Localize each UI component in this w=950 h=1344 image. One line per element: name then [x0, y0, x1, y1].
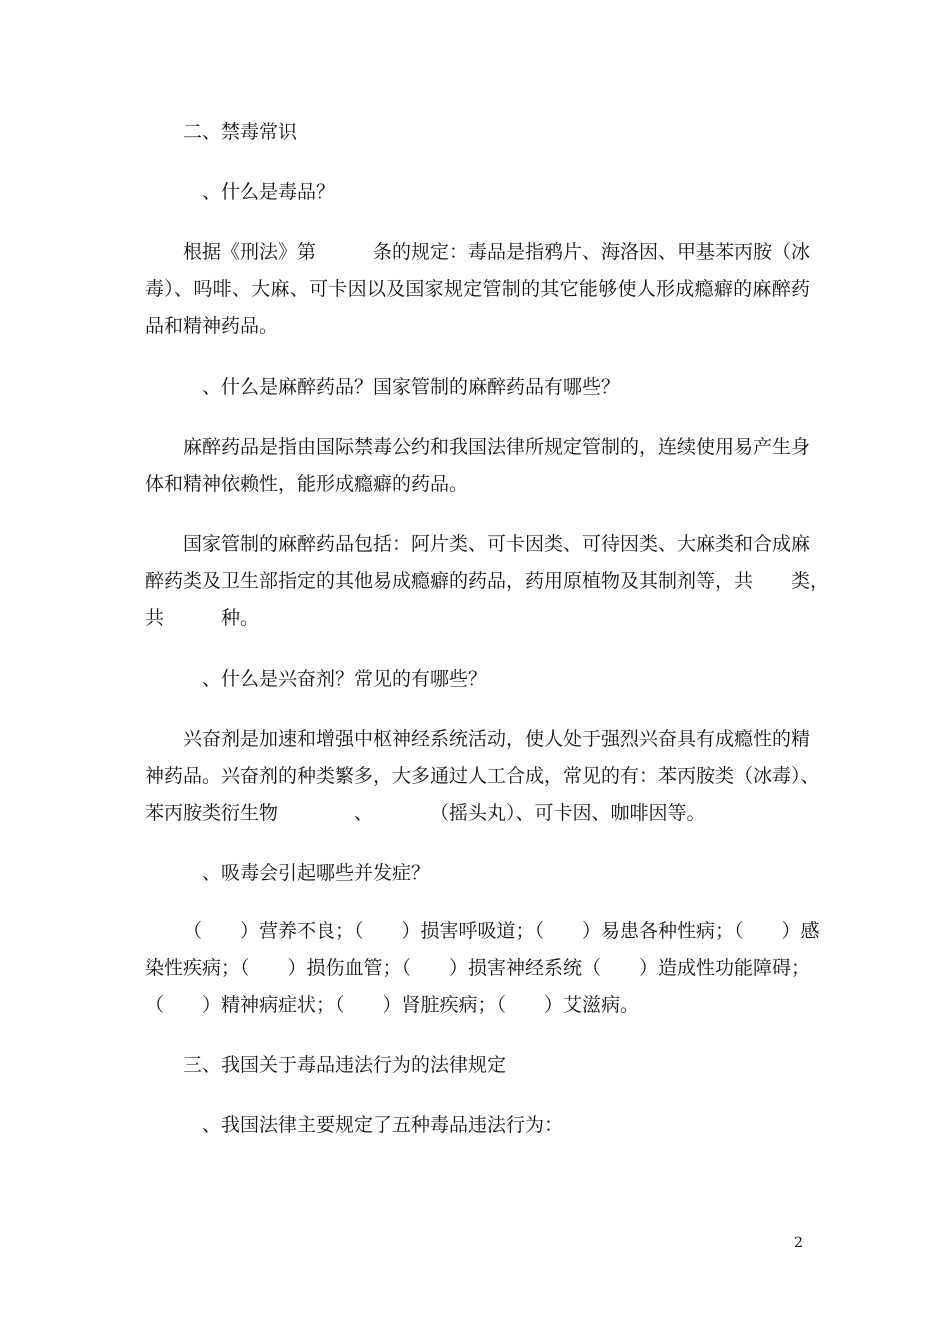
answer-2b-line-1: 国家管制的麻醉药品包括：阿片类、可卡因类、可待因类、大麻类和合成麻 — [183, 533, 811, 555]
answer-2a-line-1: 麻醉药品是指由国际禁毒公约和我国法律所规定管制的，连续使用易产生身 — [183, 436, 811, 458]
answer-3-line-3: 苯丙胺类衍生物 、 （摇头丸）、可卡因、咖啡因等。 — [145, 802, 706, 824]
answer-3-line-2: 神药品。兴奋剂的种类繁多，大多通过人工合成，常见的有：苯丙胺类（冰毒）、 — [145, 765, 820, 787]
question-2: 、什么是麻醉药品？国家管制的麻醉药品有哪些？ — [202, 376, 621, 398]
answer-2a-line-2: 体和精神依赖性，能形成瘾癖的药品。 — [145, 473, 469, 495]
section-heading-3: 三、我国关于毒品违法行为的法律规定 — [183, 1054, 507, 1076]
answer-1-line-3: 品和精神药品。 — [145, 315, 279, 337]
question-1: 、什么是毒品？ — [202, 181, 336, 203]
answer-1-line-2: 毒）、吗啡、大麻、可卡因以及国家规定管制的其它能够使人形成瘾癖的麻醉药 — [145, 278, 810, 300]
answer-3-line-1: 兴奋剂是加速和增强中枢神经系统活动，使人处于强烈兴奋具有成瘾性的精 — [183, 728, 811, 750]
answer-4-line-2: 染性疾病；（ ）损伤血管；（ ）损害神经系统（ ）造成性功能障碍； — [145, 957, 811, 979]
section-3-question-1: 、我国法律主要规定了五种毒品违法行为： — [202, 1114, 564, 1136]
answer-2b-line-2: 醉药类及卫生部指定的其他易成瘾癖的药品，药用原植物及其制剂等，共 类， — [145, 570, 830, 592]
question-4: 、吸毒会引起哪些并发症？ — [202, 862, 431, 884]
page-number: 2 — [794, 1235, 803, 1251]
answer-1-line-1: 根据《刑法》第 条的规定：毒品是指鸦片、海洛因、甲基苯丙胺（冰 — [183, 241, 811, 263]
question-3: 、什么是兴奋剂？常见的有哪些？ — [202, 668, 488, 690]
section-heading-2: 二、禁毒常识 — [183, 121, 298, 143]
answer-4-line-1: （ ）营养不良；（ ）损害呼吸道；（ ）易患各种性病；（ ）感 — [183, 920, 820, 942]
answer-2b-line-3: 共 种。 — [145, 607, 260, 629]
answer-4-line-3: （ ）精神病症状；（ ）肾脏疾病；（ ）艾滋病。 — [145, 994, 640, 1016]
